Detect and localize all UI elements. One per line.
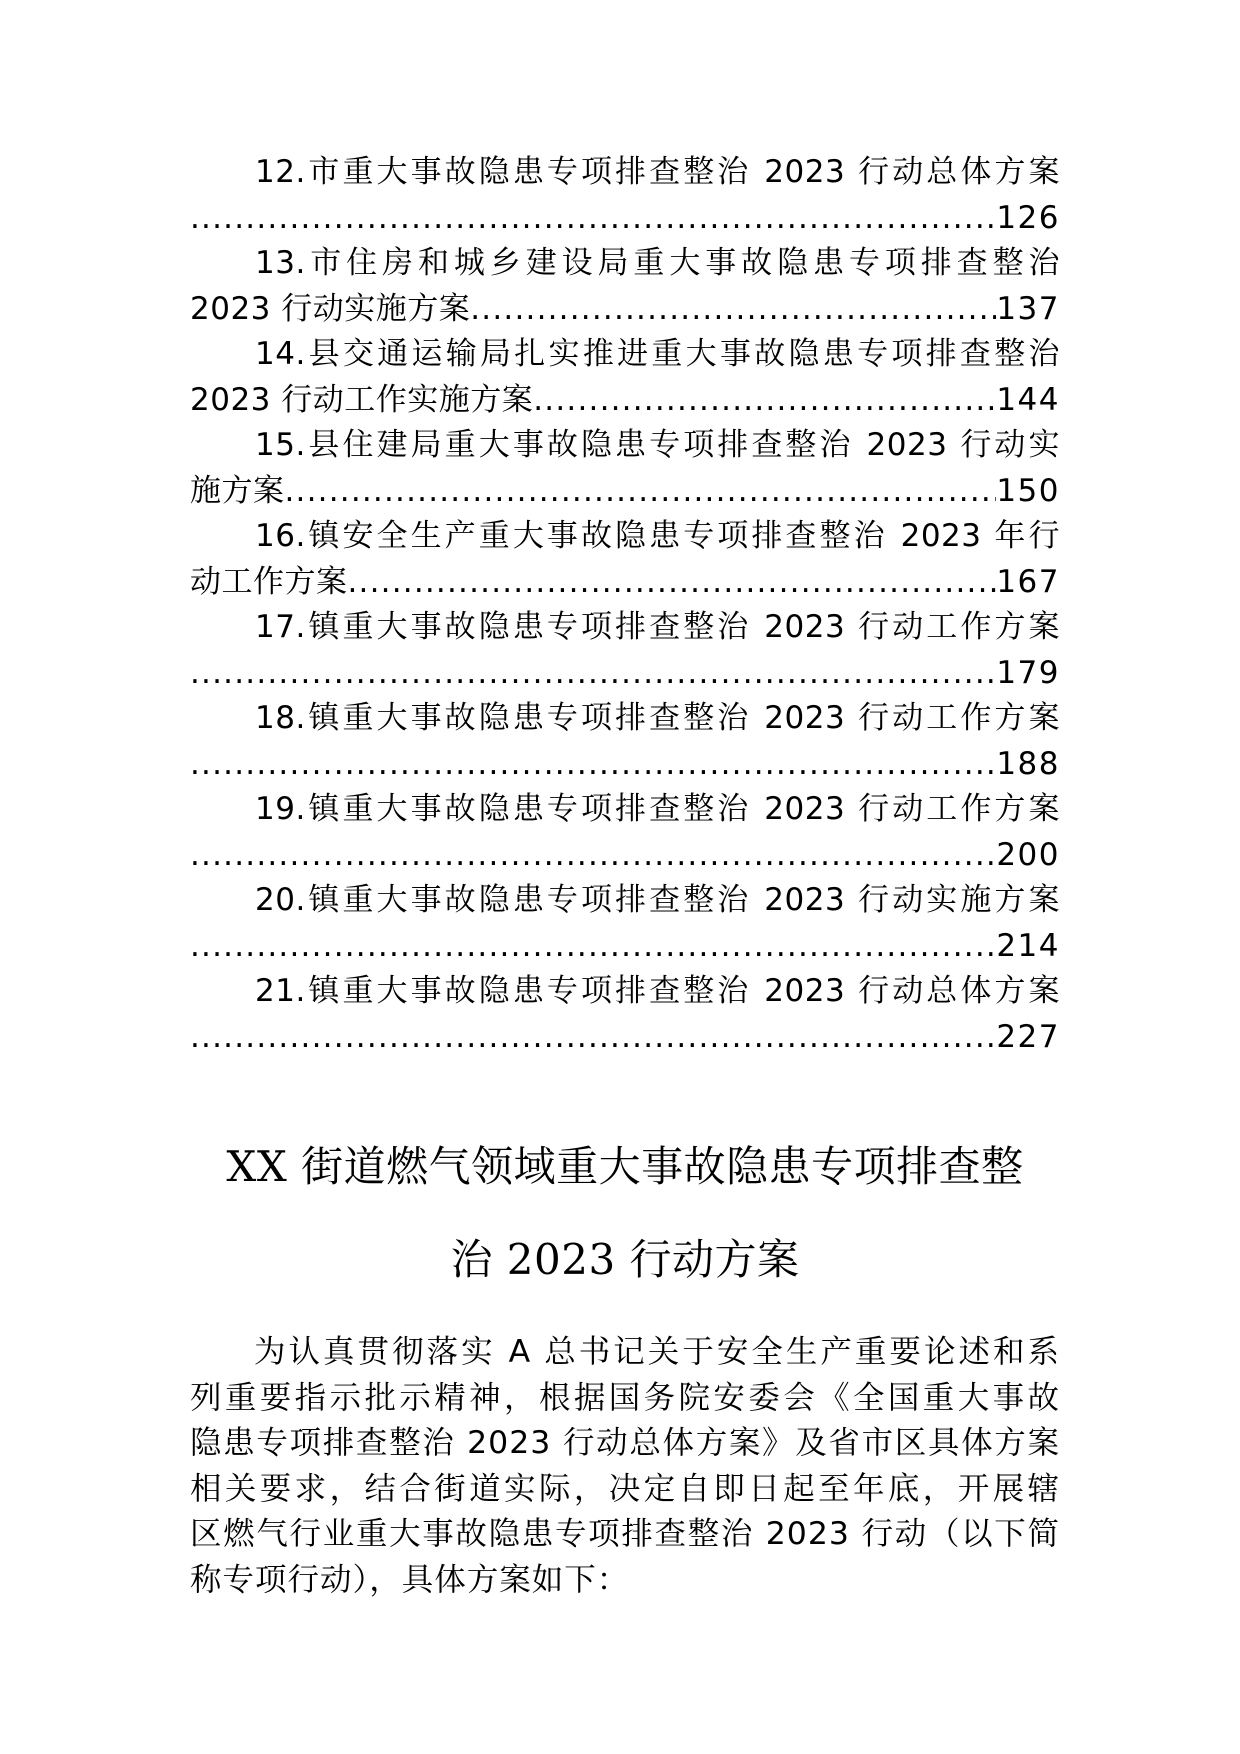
- toc-page-number: 126: [996, 199, 1060, 236]
- dot-leader: [190, 833, 996, 879]
- paragraph-line: 为认真贯彻落实 A 总书记关于安全生产重要论述和系: [254, 1334, 1060, 1370]
- toc-entry[interactable]: [190, 423, 1060, 514]
- dot-leader: [190, 196, 996, 242]
- toc-entry-title: 20.镇重大事故隐患专项排查整治 2023 行动实施方案: [255, 882, 1060, 918]
- toc-entry-title: 18.镇重大事故隐患专项排查整治 2023 行动工作方案: [255, 700, 1060, 736]
- toc-entry-leader: [190, 833, 1060, 879]
- table-of-contents: [190, 150, 1060, 1060]
- toc-entry-title: 16.镇安全生产重大事故隐患专项排查整治 2023 年行: [255, 518, 1060, 554]
- toc-entry-title: 14.县交通运输局扎实推进重大事故隐患专项排查整治: [255, 336, 1060, 372]
- toc-page-number: 227: [996, 1018, 1060, 1055]
- dot-leader: [533, 378, 996, 424]
- toc-entry-title-continued: 2023 行动实施方案: [190, 290, 471, 327]
- toc-page-number: 179: [996, 654, 1060, 691]
- toc-entry-title-continued: 施方案: [190, 472, 285, 509]
- toc-entry-title: 13.市住房和城乡建设局重大事故隐患专项排查整治: [255, 245, 1060, 281]
- toc-page-number: 188: [996, 745, 1060, 782]
- toc-page-number: 150: [996, 472, 1060, 509]
- toc-entry[interactable]: [190, 605, 1060, 696]
- toc-entry-leader: [190, 378, 1060, 424]
- toc-entry[interactable]: [190, 241, 1060, 332]
- toc-entry-title: 15.县住建局重大事故隐患专项排查整治 2023 行动实: [255, 427, 1060, 463]
- toc-entry-title: 21.镇重大事故隐患专项排查整治 2023 行动总体方案: [255, 973, 1060, 1009]
- toc-entry[interactable]: [190, 514, 1060, 605]
- toc-entry[interactable]: [190, 332, 1060, 423]
- toc-entry-title-continued: 2023 行动工作实施方案: [190, 381, 534, 418]
- toc-entry[interactable]: [190, 150, 1060, 241]
- paragraph-line: 列重要指示批示精神，根据国务院安委会《全国重大事故: [190, 1379, 1060, 1416]
- toc-page-number: 137: [996, 290, 1060, 327]
- toc-entry-leader: [190, 924, 1060, 970]
- toc-entry-leader: [190, 651, 1060, 697]
- toc-entry-leader: [190, 469, 1060, 515]
- toc-entry[interactable]: [190, 696, 1060, 787]
- paragraph-line: 称专项行动），具体方案如下：: [190, 1561, 630, 1598]
- dot-leader: [190, 1015, 996, 1061]
- toc-entry-title: 17.镇重大事故隐患专项排查整治 2023 行动工作方案: [255, 609, 1060, 645]
- dot-leader: [190, 651, 996, 697]
- toc-entry[interactable]: [190, 878, 1060, 969]
- dot-leader: [470, 287, 996, 333]
- intro-paragraph: [190, 1330, 1060, 1603]
- toc-entry-title-continued: 动工作方案: [190, 563, 348, 600]
- toc-entry[interactable]: [190, 969, 1060, 1060]
- document-title: [190, 1120, 1060, 1306]
- title-line: XX 街道燃气领域重大事故隐患专项排查整: [226, 1142, 1024, 1191]
- toc-page-number: 167: [996, 563, 1060, 600]
- toc-entry-leader: [190, 1015, 1060, 1061]
- toc-entry-leader: [190, 287, 1060, 333]
- toc-page-number: 214: [996, 927, 1060, 964]
- dot-leader: [285, 469, 997, 515]
- toc-entry-title: 12.市重大事故隐患专项排查整治 2023 行动总体方案: [255, 154, 1060, 190]
- dot-leader: [348, 560, 997, 606]
- toc-page-number: 144: [996, 381, 1060, 418]
- dot-leader: [190, 924, 996, 970]
- toc-entry[interactable]: [190, 787, 1060, 878]
- paragraph-line: 区燃气行业重大事故隐患专项排查整治 2023 行动（以下简: [190, 1516, 1060, 1552]
- toc-page-number: 200: [996, 836, 1060, 873]
- toc-entry-title: 19.镇重大事故隐患专项排查整治 2023 行动工作方案: [255, 791, 1060, 827]
- dot-leader: [190, 742, 996, 788]
- paragraph-line: 相关要求，结合街道实际，决定自即日起至年底，开展辖: [190, 1470, 1060, 1507]
- toc-entry-leader: [190, 196, 1060, 242]
- title-line: 治 2023 行动方案: [450, 1235, 800, 1284]
- toc-entry-leader: [190, 560, 1060, 606]
- paragraph-line: 隐患专项排查整治 2023 行动总体方案》及省市区具体方案: [190, 1425, 1060, 1461]
- toc-entry-leader: [190, 742, 1060, 788]
